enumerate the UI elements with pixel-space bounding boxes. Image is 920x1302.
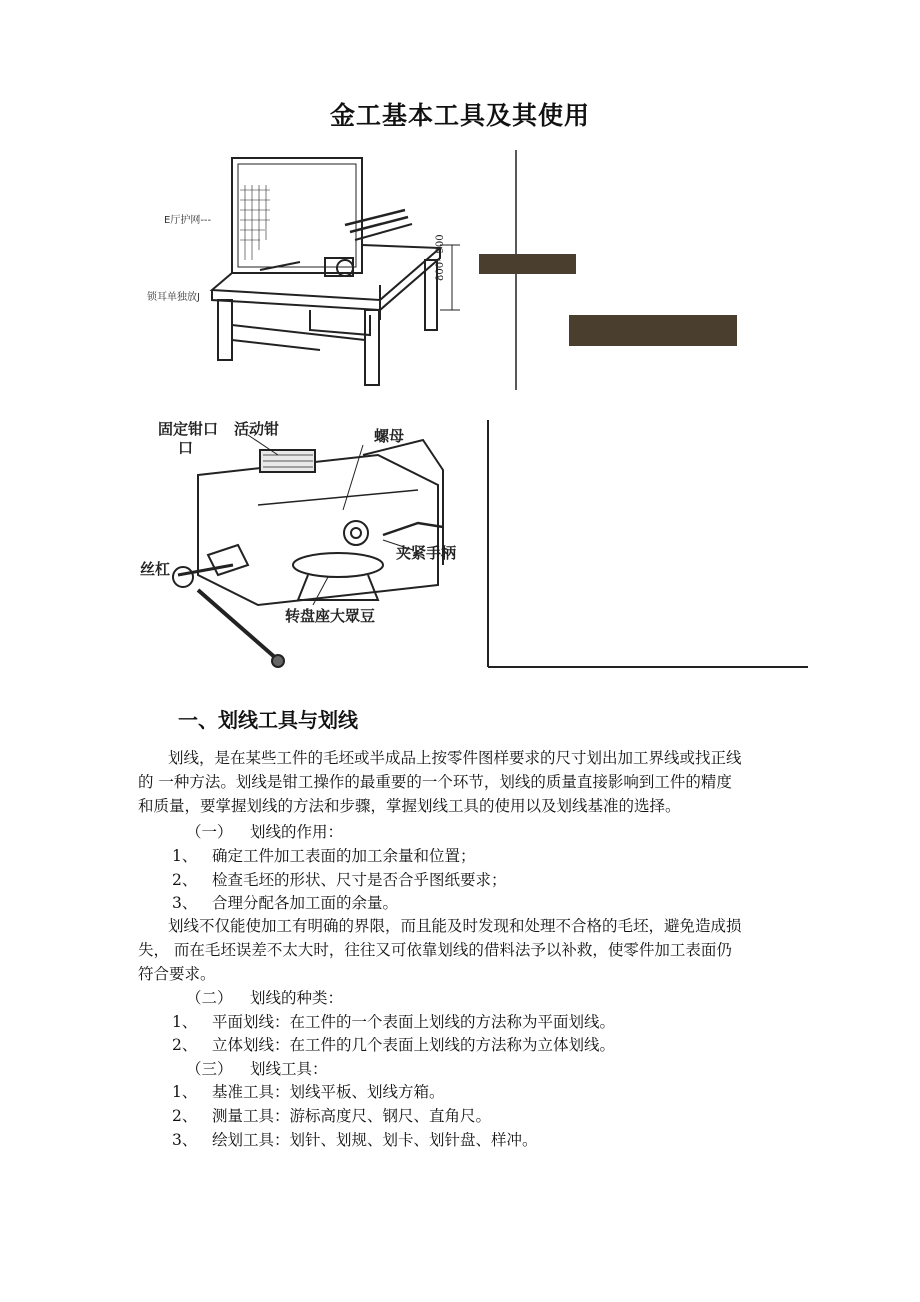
movable-jaw-label: 活动钳 [234,420,280,438]
sub1-title: 划线的作用： [250,823,344,841]
sub1-number: （一） [186,823,233,841]
sub2-item-1-text: 平面划线：在工件的一个表面上划线的方法称为平面划线。 [212,1013,616,1031]
sub3-item-1-num: 1、 [172,1083,198,1101]
nut-label: 螺母 [374,427,405,445]
sub3-title: 划线工具： [250,1060,328,1078]
sub2-title: 划线的种类： [250,989,344,1007]
sub1-item-1-num: 1、 [172,847,198,865]
sub3-number: （三） [186,1060,233,1078]
note-line-2: 失， 而在毛坯误差不太大时，往往又可依靠划线的借料法予以补救，使零件加工表面仍 [138,941,732,959]
sub1-item-1-text: 确定工件加工表面的加工余量和位置； [212,847,476,865]
swivel-base-label: 转盘座大眾豆 [285,607,376,625]
vise-figure [138,415,810,673]
sub3-item-3-num: 3、 [172,1131,198,1149]
section-heading: 一、划线工具与划线 [178,708,358,732]
guard-label: E厅护网--- [164,215,212,226]
bench-label: 锁耳单独放J [147,292,200,303]
redaction-bar-1 [479,254,576,274]
sub1-item-2-num: 2、 [172,871,198,889]
intro-line-1: 划线，是在某些工件的毛坯或半成品上按零件图样要求的尺寸划出加工界线或找正线 [168,749,742,767]
sub3-item-1-text: 基准工具：划线平板、划线方箱。 [212,1083,445,1101]
intro-line-2: 的 一种方法。划线是钳工操作的最重要的一个环节，划线的质量直接影响到工件的精度 [138,773,732,791]
sub1-item-3-num: 3、 [172,894,198,912]
sub2-item-2-text: 立体划线：在工件的几个表面上划线的方法称为立体划线。 [212,1036,616,1054]
jaw-label-2: 口 [178,439,194,457]
dimension-label: 800~900 [435,234,446,281]
sub3-item-2-text: 测量工具：游标高度尺、钢尺、直角尺。 [212,1107,492,1125]
clamp-handle-label: 夹紧手柄 [396,544,457,562]
workbench-figure [140,150,820,395]
sub1-item-2-text: 检查毛坯的形状、尺寸是否合乎图纸要求； [212,871,507,889]
sub2-item-2-num: 2、 [172,1036,198,1054]
intro-line-3: 和质量，要掌握划线的方法和步骤，掌握划线工具的使用以及划线基准的选择。 [138,797,681,815]
sub2-item-1-num: 1、 [172,1013,198,1031]
note-line-1: 划线不仅能使加工有明确的界限，而且能及时发现和处理不合格的毛坯，避免造成损 [168,917,742,935]
redaction-bar-2 [569,315,737,346]
sub3-item-3-text: 绘划工具：划针、划规、划卡、划针盘、样冲。 [212,1131,538,1149]
sub2-number: （二） [186,989,233,1007]
screw-label: 丝杠 [140,560,171,578]
fixed-jaw-label: 固定钳口 [158,420,219,438]
sub1-item-3-text: 合理分配各加工面的余量。 [212,894,399,912]
sub3-item-2-num: 2、 [172,1107,198,1125]
note-line-3: 符合要求。 [138,965,216,983]
page-title: 金工基本工具及其使用 [329,101,590,130]
